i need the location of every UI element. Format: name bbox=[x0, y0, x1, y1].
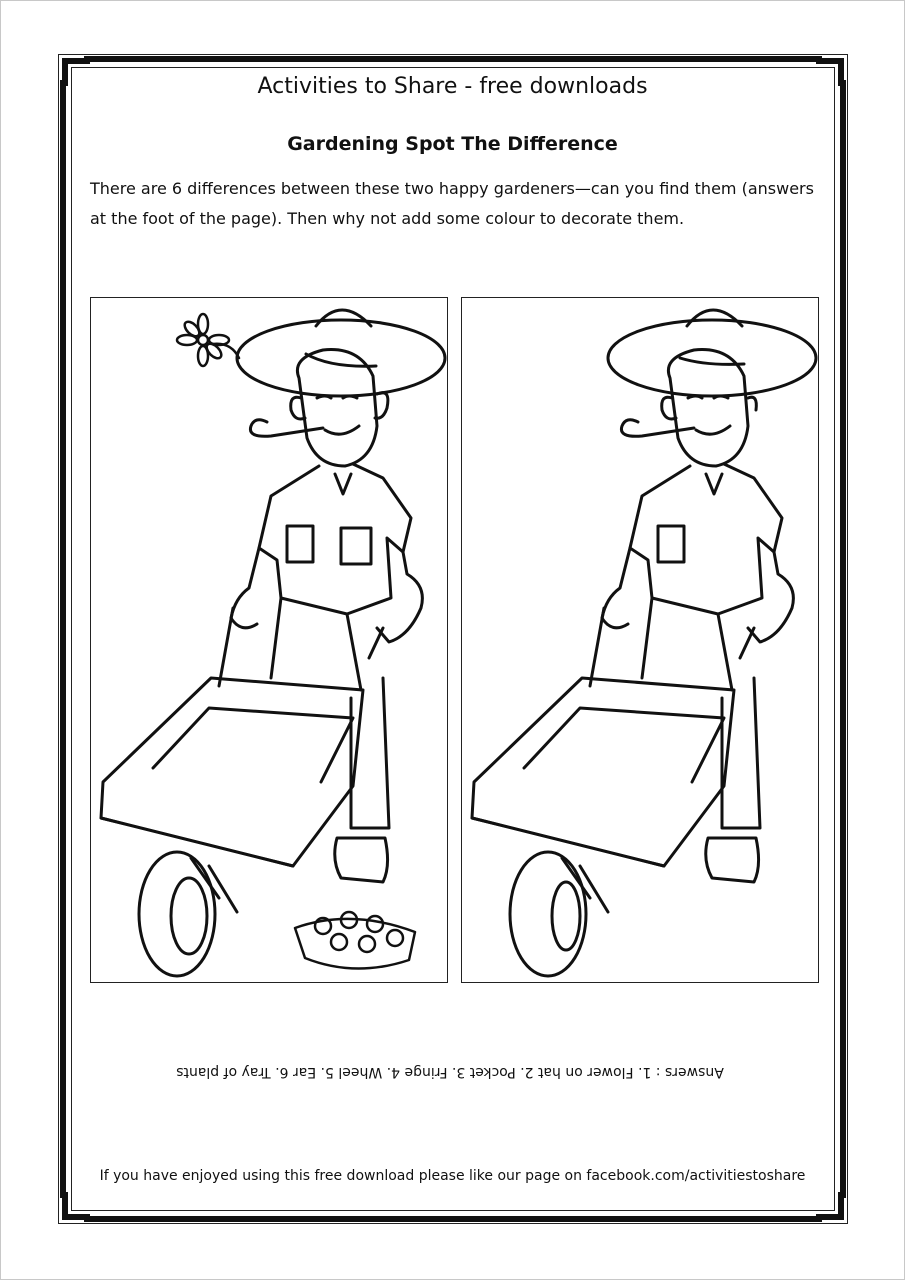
footer-facebook-note: If you have enjoyed using this free download please like our page on facebook.com/activitiestoshare bbox=[99, 1168, 806, 1184]
worksheet-instructions: There are 6 differences between these two happy gardeners—can you find them (answers at the foot of the page). Then why not add some colour to decorate them. bbox=[90, 179, 814, 228]
flower-on-hat bbox=[177, 314, 239, 366]
page-header-title: Activities to Share - free downloads bbox=[257, 74, 648, 99]
right-gardener-picture bbox=[461, 297, 819, 983]
tray-of-plants bbox=[295, 912, 415, 969]
worksheet-title: Gardening Spot The Difference bbox=[287, 133, 618, 155]
answers-text-upside-down: Answers : 1. Flower on hat 2. Pocket 3. Fringe 4. Wheel 5. Ear 6. Tray of plants bbox=[176, 1064, 724, 1080]
left-gardener-picture bbox=[90, 297, 448, 983]
